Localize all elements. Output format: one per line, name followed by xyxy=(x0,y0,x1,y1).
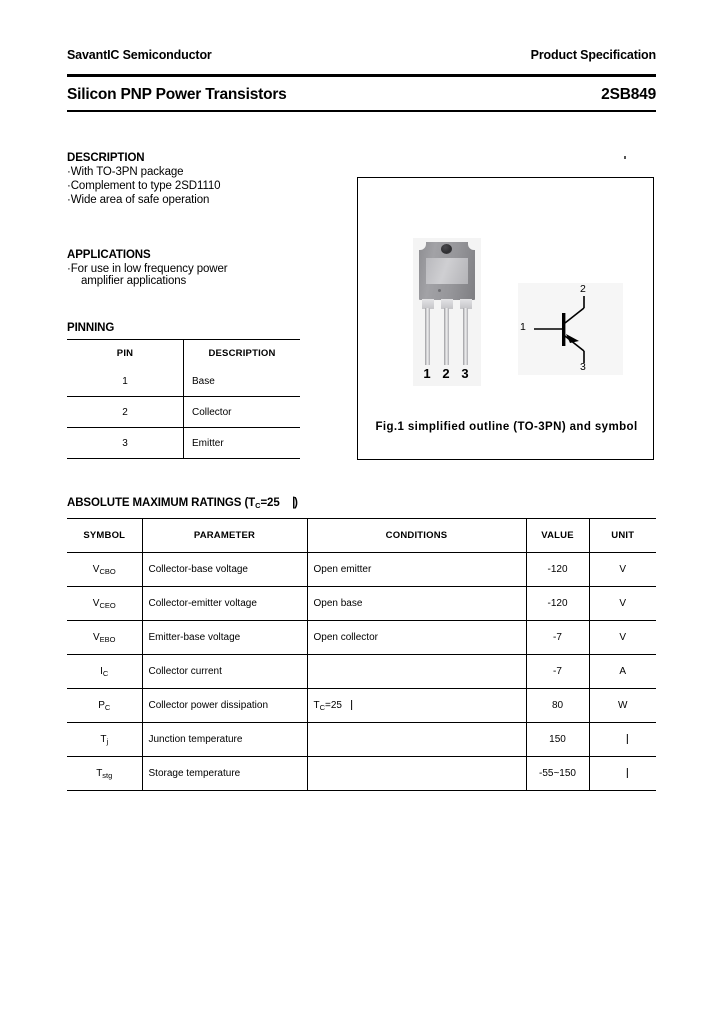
document-header xyxy=(67,48,656,62)
rating-unit: V xyxy=(589,553,656,587)
table-row xyxy=(67,757,656,791)
pin-number: 2 xyxy=(67,397,184,428)
rating-value: -120 xyxy=(526,553,589,587)
rating-conditions xyxy=(307,655,526,689)
table-row xyxy=(67,655,656,689)
pin-description: Emitter xyxy=(184,428,301,459)
symbol-main: T xyxy=(100,734,107,745)
rating-parameter: Collector-base voltage xyxy=(142,553,307,587)
rating-conditions: Open collector xyxy=(307,621,526,655)
symbol-main: I xyxy=(100,666,103,677)
symbol-sub: j xyxy=(106,737,109,746)
ratings-heading-sub: C xyxy=(255,501,261,510)
table-row xyxy=(67,428,300,459)
conditions-sub: C xyxy=(319,703,326,712)
rating-unit: A xyxy=(589,655,656,689)
stray-dot-artifact xyxy=(624,156,626,159)
symbol-sub: CBO xyxy=(99,567,116,576)
rating-value: -7 xyxy=(526,621,589,655)
rating-symbol xyxy=(67,553,142,587)
package-lead xyxy=(463,308,468,365)
rating-value: -120 xyxy=(526,587,589,621)
rating-conditions xyxy=(307,757,526,791)
rating-parameter: Collector power dissipation xyxy=(142,689,307,723)
conditions-main: T xyxy=(313,700,320,711)
ratings-col-unit: UNIT xyxy=(589,519,656,553)
package-lead xyxy=(444,308,449,365)
symbol-sub: stg xyxy=(102,771,113,780)
table-row xyxy=(67,689,656,723)
rating-parameter: Junction temperature xyxy=(142,723,307,757)
description-section xyxy=(67,152,337,206)
pinning-header-row xyxy=(67,340,300,367)
table-row xyxy=(67,553,656,587)
part-number: 2SB849 xyxy=(601,86,656,103)
pin-description: Collector xyxy=(184,397,301,428)
rating-symbol xyxy=(67,689,142,723)
table-row xyxy=(67,621,656,655)
package-pin-label: 2 xyxy=(442,366,450,381)
description-item: ·Complement to type 2SD1110 xyxy=(67,180,221,192)
figure-1-box xyxy=(357,177,654,460)
pinning-col-description: DESCRIPTION xyxy=(184,340,301,367)
pin-number: 3 xyxy=(67,428,184,459)
package-pin-label: 3 xyxy=(461,366,469,381)
description-item: ·With TO-3PN package xyxy=(67,166,184,178)
ratings-header-row xyxy=(67,519,656,553)
symbol-sub: EBO xyxy=(99,635,116,644)
symbol-sub: C xyxy=(104,703,111,712)
symbol-main: T xyxy=(96,768,103,779)
symbol-sub: C xyxy=(102,669,109,678)
description-heading: DESCRIPTION xyxy=(67,152,145,164)
pinning-table xyxy=(67,339,300,459)
rating-parameter: Collector-emitter voltage xyxy=(142,587,307,621)
ratings-col-conditions: CONDITIONS xyxy=(307,519,526,553)
absolute-maximum-ratings-table xyxy=(67,518,656,791)
rating-unit: V xyxy=(589,587,656,621)
rating-symbol xyxy=(67,621,142,655)
rating-parameter: Collector current xyxy=(142,655,307,689)
ratings-col-value: VALUE xyxy=(526,519,589,553)
rating-conditions xyxy=(307,689,526,723)
header-rule-top xyxy=(67,74,656,77)
symbol-main: V xyxy=(92,598,100,609)
symbol-sub: CEO xyxy=(99,601,116,610)
ratings-col-parameter: PARAMETER xyxy=(142,519,307,553)
applications-item-cont: amplifier applications xyxy=(81,275,187,287)
rating-symbol xyxy=(67,723,142,757)
pinning-col-pin: PIN xyxy=(67,340,184,367)
rating-unit: ⎹ xyxy=(589,757,656,791)
rating-symbol xyxy=(67,655,142,689)
ratings-table-wrap xyxy=(67,518,656,791)
applications-section xyxy=(67,249,337,287)
rating-value: 150 xyxy=(526,723,589,757)
conditions-tail: =25⎹ xyxy=(325,700,352,711)
symbol-main: V xyxy=(92,632,100,643)
package-pin-label: 1 xyxy=(423,366,431,381)
document-type: Product Specification xyxy=(530,48,656,62)
applications-heading: APPLICATIONS xyxy=(67,249,151,261)
table-row xyxy=(67,723,656,757)
table-row xyxy=(67,587,656,621)
rating-conditions: Open emitter xyxy=(307,553,526,587)
table-row xyxy=(67,366,300,397)
pinning-section xyxy=(67,322,300,459)
rating-unit: W xyxy=(589,689,656,723)
package-marking-dot xyxy=(438,289,441,292)
applications-item: ·For use in low frequency power xyxy=(67,263,228,275)
symbol-main: V xyxy=(92,564,100,575)
pnp-transistor-symbol xyxy=(518,283,623,375)
figure-caption: Fig.1 simplified outline (TO-3PN) and symbol xyxy=(375,421,638,433)
transistor-symbol-svg xyxy=(518,283,623,375)
rating-value: -7 xyxy=(526,655,589,689)
title-row xyxy=(67,86,656,104)
to-3pn-package-photo xyxy=(413,238,481,386)
pin-number: 1 xyxy=(67,366,184,397)
rating-value: 80 xyxy=(526,689,589,723)
symbol-main: P xyxy=(98,700,105,711)
rating-parameter: Emitter-base voltage xyxy=(142,621,307,655)
pinning-heading: PINNING xyxy=(67,322,115,334)
rating-conditions: Open base xyxy=(307,587,526,621)
symbol-pin-label-emitter: 3 xyxy=(580,361,586,373)
ratings-col-symbol: SYMBOL xyxy=(67,519,142,553)
mounting-hole xyxy=(441,244,452,254)
rating-unit: ⎹ xyxy=(589,723,656,757)
symbol-pin-label-collector: 2 xyxy=(580,283,586,295)
rating-symbol xyxy=(67,757,142,791)
company-name: SavantIC Semiconductor xyxy=(67,48,212,62)
page-title: Silicon PNP Power Transistors xyxy=(67,86,287,103)
description-item: ·Wide area of safe operation xyxy=(67,194,210,206)
table-row xyxy=(67,397,300,428)
package-lead xyxy=(425,308,430,365)
pin-description: Base xyxy=(184,366,301,397)
rating-symbol xyxy=(67,587,142,621)
header-rule-bottom xyxy=(67,110,656,112)
rating-conditions xyxy=(307,723,526,757)
rating-value: -55~150 xyxy=(526,757,589,791)
symbol-pin-label-base: 1 xyxy=(520,321,526,333)
ratings-heading-main: ABSOLUTE MAXIMUM RATINGS (T xyxy=(67,497,256,509)
rating-unit: V xyxy=(589,621,656,655)
ratings-heading xyxy=(67,497,298,510)
rating-parameter: Storage temperature xyxy=(142,757,307,791)
ratings-heading-tail: =25 ⎹) xyxy=(260,497,298,509)
package-label-area xyxy=(426,258,468,284)
